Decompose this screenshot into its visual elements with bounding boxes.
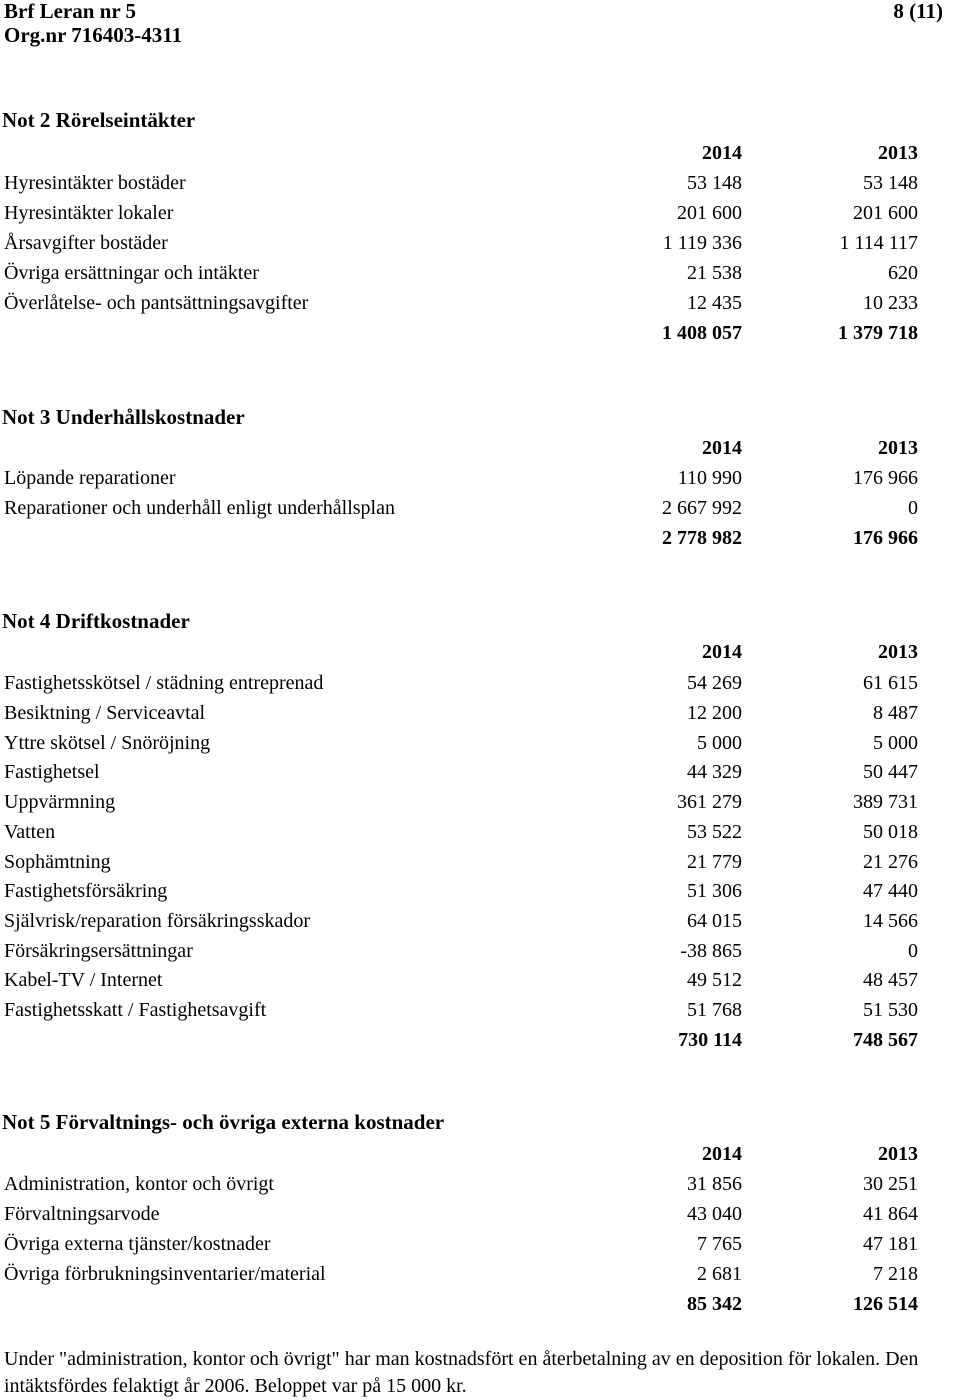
table-row bbox=[0, 995, 960, 1025]
note-title: Not 5 Förvaltnings- och övriga externa kostnader bbox=[2, 1110, 445, 1134]
value-2014: 1 119 336 bbox=[662, 232, 742, 254]
total-2014: 85 342 bbox=[687, 1293, 742, 1315]
table-row bbox=[0, 463, 960, 493]
table-row bbox=[0, 698, 960, 728]
table-row bbox=[0, 228, 960, 258]
value-2014: 31 856 bbox=[687, 1173, 742, 1195]
value-2013: 176 966 bbox=[853, 467, 918, 489]
value-2013: 61 615 bbox=[863, 672, 918, 694]
value-2013: 30 251 bbox=[863, 1173, 918, 1195]
value-2013: 21 276 bbox=[863, 851, 918, 873]
value-2014: 110 990 bbox=[677, 467, 742, 489]
total-2013: 748 567 bbox=[853, 1029, 918, 1051]
row-label: Självrisk/reparation försäkringsskador bbox=[4, 910, 311, 932]
table-row bbox=[0, 757, 960, 787]
total-2014: 2 778 982 bbox=[662, 527, 742, 549]
value-2014: 51 768 bbox=[687, 999, 742, 1021]
table-row bbox=[0, 787, 960, 817]
table-row bbox=[0, 1229, 960, 1259]
value-2014: -38 865 bbox=[680, 940, 742, 962]
total-2014: 730 114 bbox=[678, 1029, 742, 1051]
row-label: Vatten bbox=[4, 821, 56, 843]
org-number: Org.nr 716403-4311 bbox=[4, 23, 183, 47]
year-2013-header: 2013 bbox=[878, 1143, 918, 1165]
value-2013: 620 bbox=[888, 262, 918, 284]
row-label: Yttre skötsel / Snöröjning bbox=[4, 732, 211, 754]
value-2013: 51 530 bbox=[863, 999, 918, 1021]
row-label: Övriga förbrukningsinventarier/material bbox=[4, 1263, 326, 1285]
value-2014: 49 512 bbox=[687, 969, 742, 991]
table-row bbox=[0, 728, 960, 758]
year-header-row bbox=[0, 433, 960, 463]
table-row bbox=[0, 668, 960, 698]
value-2013: 41 864 bbox=[863, 1203, 918, 1225]
value-2014: 2 667 992 bbox=[662, 497, 742, 519]
row-label: Årsavgifter bostäder bbox=[4, 232, 168, 254]
table-row bbox=[0, 1169, 960, 1199]
value-2013: 47 181 bbox=[863, 1233, 918, 1255]
row-label: Övriga ersättningar och intäkter bbox=[4, 262, 259, 284]
year-2013-header: 2013 bbox=[878, 142, 918, 164]
table-row bbox=[0, 198, 960, 228]
row-label: Överlåtelse- och pantsättningsavgifter bbox=[4, 292, 309, 314]
row-label: Löpande reparationer bbox=[4, 467, 176, 489]
value-2014: 7 765 bbox=[697, 1233, 742, 1255]
value-2014: 54 269 bbox=[687, 672, 742, 694]
value-2013: 50 447 bbox=[863, 761, 918, 783]
row-label: Hyresintäkter bostäder bbox=[4, 172, 186, 194]
table-row bbox=[0, 168, 960, 198]
table-row bbox=[0, 493, 960, 523]
value-2013: 7 218 bbox=[873, 1263, 918, 1285]
year-header-row bbox=[0, 138, 960, 168]
value-2013: 53 148 bbox=[863, 172, 918, 194]
table-row bbox=[0, 876, 960, 906]
value-2014: 5 000 bbox=[697, 732, 742, 754]
value-2013: 201 600 bbox=[853, 202, 918, 224]
row-label: Hyresintäkter lokaler bbox=[4, 202, 174, 224]
value-2014: 21 779 bbox=[687, 851, 742, 873]
year-2014-header: 2014 bbox=[702, 437, 742, 459]
value-2014: 12 435 bbox=[687, 292, 742, 314]
note-title: Not 3 Underhållskostnader bbox=[2, 405, 245, 429]
year-header-row bbox=[0, 1139, 960, 1169]
note-title: Not 4 Driftkostnader bbox=[2, 609, 190, 633]
row-label: Administration, kontor och övrigt bbox=[4, 1173, 274, 1195]
value-2013: 8 487 bbox=[873, 702, 918, 724]
table-row bbox=[0, 288, 960, 318]
row-label: Fastighetsförsäkring bbox=[4, 880, 168, 902]
value-2014: 64 015 bbox=[687, 910, 742, 932]
table-row bbox=[0, 965, 960, 995]
year-2013-header: 2013 bbox=[878, 641, 918, 663]
value-2014: 361 279 bbox=[677, 791, 742, 813]
value-2014: 201 600 bbox=[677, 202, 742, 224]
value-2013: 0 bbox=[908, 940, 918, 962]
total-2013: 126 514 bbox=[853, 1293, 918, 1315]
row-label: Uppvärmning bbox=[4, 791, 116, 813]
row-label: Fastighetsskötsel / städning entreprenad bbox=[4, 672, 324, 694]
row-label: Kabel-TV / Internet bbox=[4, 969, 163, 991]
value-2014: 21 538 bbox=[687, 262, 742, 284]
table-row bbox=[0, 258, 960, 288]
row-label: Besiktning / Serviceavtal bbox=[4, 702, 206, 724]
total-row bbox=[0, 1025, 960, 1055]
total-row bbox=[0, 318, 960, 348]
value-2014: 43 040 bbox=[687, 1203, 742, 1225]
year-2014-header: 2014 bbox=[702, 641, 742, 663]
row-label: Förvaltningsarvode bbox=[4, 1203, 160, 1225]
total-row bbox=[0, 523, 960, 553]
total-2013: 1 379 718 bbox=[838, 322, 918, 344]
value-2014: 53 148 bbox=[687, 172, 742, 194]
value-2013: 47 440 bbox=[863, 880, 918, 902]
total-2014: 1 408 057 bbox=[662, 322, 742, 344]
value-2013: 14 566 bbox=[863, 910, 918, 932]
value-2014: 53 522 bbox=[687, 821, 742, 843]
row-label: Fastighetsel bbox=[4, 761, 100, 783]
page-number: 8 (11) bbox=[893, 0, 943, 23]
row-label: Försäkringsersättningar bbox=[4, 940, 193, 962]
value-2013: 5 000 bbox=[873, 732, 918, 754]
row-label: Reparationer och underhåll enligt underhållsplan bbox=[4, 497, 395, 519]
note-title: Not 2 Rörelseintäkter bbox=[2, 108, 196, 132]
total-row bbox=[0, 1289, 960, 1319]
value-2014: 12 200 bbox=[687, 702, 742, 724]
total-2013: 176 966 bbox=[853, 527, 918, 549]
year-header-row bbox=[0, 637, 960, 667]
value-2014: 44 329 bbox=[687, 761, 742, 783]
table-row bbox=[0, 906, 960, 936]
row-label: Sophämtning bbox=[4, 851, 111, 873]
org-name: Brf Leran nr 5 bbox=[4, 0, 137, 23]
footnote: Under "administration, kontor och övrigt" har man kostnadsfört en återbetalning av en deposition för lokalen. Den intäktsfördes felaktigt år 2006. Beloppet var på 15 000 kr. bbox=[4, 1348, 919, 1397]
value-2013: 0 bbox=[908, 497, 918, 519]
value-2013: 48 457 bbox=[863, 969, 918, 991]
value-2013: 10 233 bbox=[863, 292, 918, 314]
year-2014-header: 2014 bbox=[702, 1143, 742, 1165]
table-row bbox=[0, 936, 960, 966]
year-2013-header: 2013 bbox=[878, 437, 918, 459]
table-row bbox=[0, 1199, 960, 1229]
row-label: Fastighetsskatt / Fastighetsavgift bbox=[4, 999, 267, 1021]
value-2014: 2 681 bbox=[697, 1263, 742, 1285]
table-row bbox=[0, 847, 960, 877]
table-row bbox=[0, 1259, 960, 1289]
value-2014: 51 306 bbox=[687, 880, 742, 902]
row-label: Övriga externa tjänster/kostnader bbox=[4, 1233, 271, 1255]
year-2014-header: 2014 bbox=[702, 142, 742, 164]
value-2013: 50 018 bbox=[863, 821, 918, 843]
table-row bbox=[0, 817, 960, 847]
value-2013: 1 114 117 bbox=[839, 232, 918, 254]
value-2013: 389 731 bbox=[853, 791, 918, 813]
